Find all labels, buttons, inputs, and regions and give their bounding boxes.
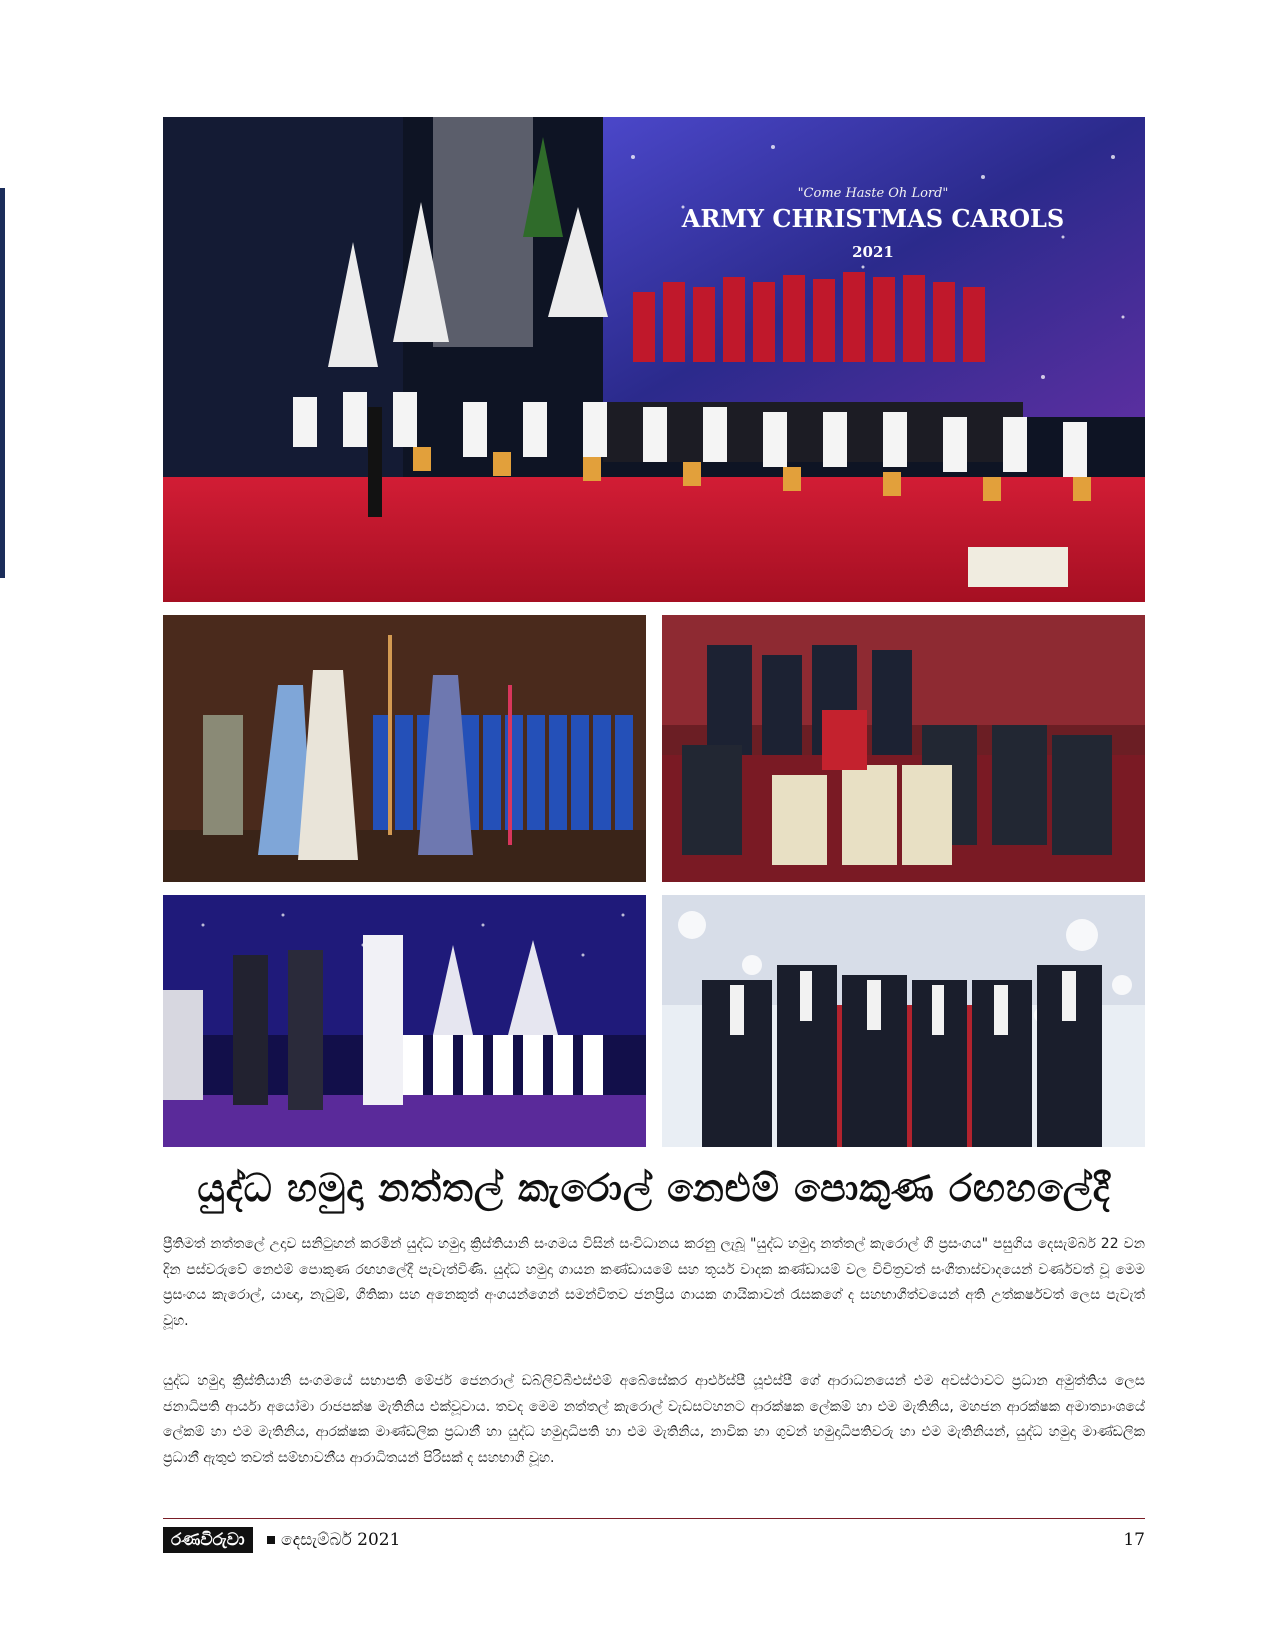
- photo-singers-stage: [163, 895, 646, 1147]
- square-bullet-icon: [267, 1536, 275, 1544]
- photo-officers-group: [662, 895, 1145, 1147]
- banner-subtitle: "Come Haste Oh Lord": [797, 186, 949, 201]
- photo-choir-stage: [163, 117, 1145, 602]
- photo-guests-seated: [662, 615, 1145, 882]
- page-number: 17: [1123, 1530, 1145, 1550]
- article-paragraph-2: යුද්ධ හමුදා ක්‍රිස්තියානි සංගමයේ සභාපති මේජර් ජෙනරාල් ඩබ්ලිව්බීඑස්එම් අබේසේකර ආර්එස්පී යූඑස්පී ගේ ආරාධනයෙන් එම අවස්ථාවට ප්‍රධාන අමුත්තිය ලෙස ජනාධිපති ආර්යා අයෝමා රාජපක්ෂ මැතිනිය එක්වූවාය. තවද මෙම නත්තල් කැරොල් වැඩසටහනට ආරක්ෂක ලේකම් හා එම මැතිනිය, මහජන ආරක්ෂක අමාත්‍යාංශයේ ලේකම් හා එම මැතිනිය, ආරක්ෂක මාණ්ඩලික ප්‍රධානී හා යුද්ධ හමුදාධිපති හා එම මැතිනිය, නාවික හා ගුවන් හමුදාධිපතිවරු හා එම මැතිනියන්, යුද්ධ හමුදා මාණ්ඩලික ප්‍රධානී ඇතුළු තවත් සම්භාවනීය ආරාධිතයන් පිරිසක් ද සහභාගී වූහ.: [163, 1373, 1145, 1466]
- banner-year: 2021: [852, 243, 894, 261]
- photo-nativity-play: [163, 615, 646, 882]
- banner-title: ARMY CHRISTMAS CAROLS: [681, 204, 1065, 233]
- masthead-logo: රණවිරුවා: [163, 1527, 253, 1553]
- article-headline: යුද්ධ හමුදා නත්තල් කැරොල් නෙළුම් පොකුණ රඟහලේදී: [197, 1166, 1111, 1210]
- footer-divider: [163, 1518, 1145, 1519]
- page-footer: [163, 1527, 1145, 1555]
- article-paragraph-1: ප්‍රීතිමත් නත්තලේ උදාව සනිටුහන් කරමින් යුද්ධ හමුදා ක්‍රිස්තියානි සංගමය විසින් සංවිධානය කරනු ලැබූ "යුද්ධ හමුදා නත්තල් කැරොල් ගී ප්‍රසංගය" පසුගිය දෙසැම්බර් 22 වන දින පස්වරුවේ නෙළුම් පොකුණ රඟහලේදී පැවැත්විණි. යුද්ධ හමුදා ගායන කණ්ඩායමේ සහ තූර්ය වාදක කණ්ඩායම් වල විචිත්‍රවත් සංගීතාස්වාදයෙන් වර්ණවත් වූ මෙම ප්‍රසංගය කැරොල්, යාඥා, නැටුම්, ගීතිකා සහ අනෙකුත් අංගයන්ගෙන් සමන්විතව ජනප්‍රිය ගායක ගායිකාවන් රැසකගේ ද සහභාගීත්වයෙන් අති උත්කර්ෂවත් ලෙස පැවැත් වූහ.: [163, 1236, 1145, 1329]
- page-edge-strip: [0, 188, 5, 578]
- issue-date: දෙසැම්බර් 2021: [281, 1530, 401, 1550]
